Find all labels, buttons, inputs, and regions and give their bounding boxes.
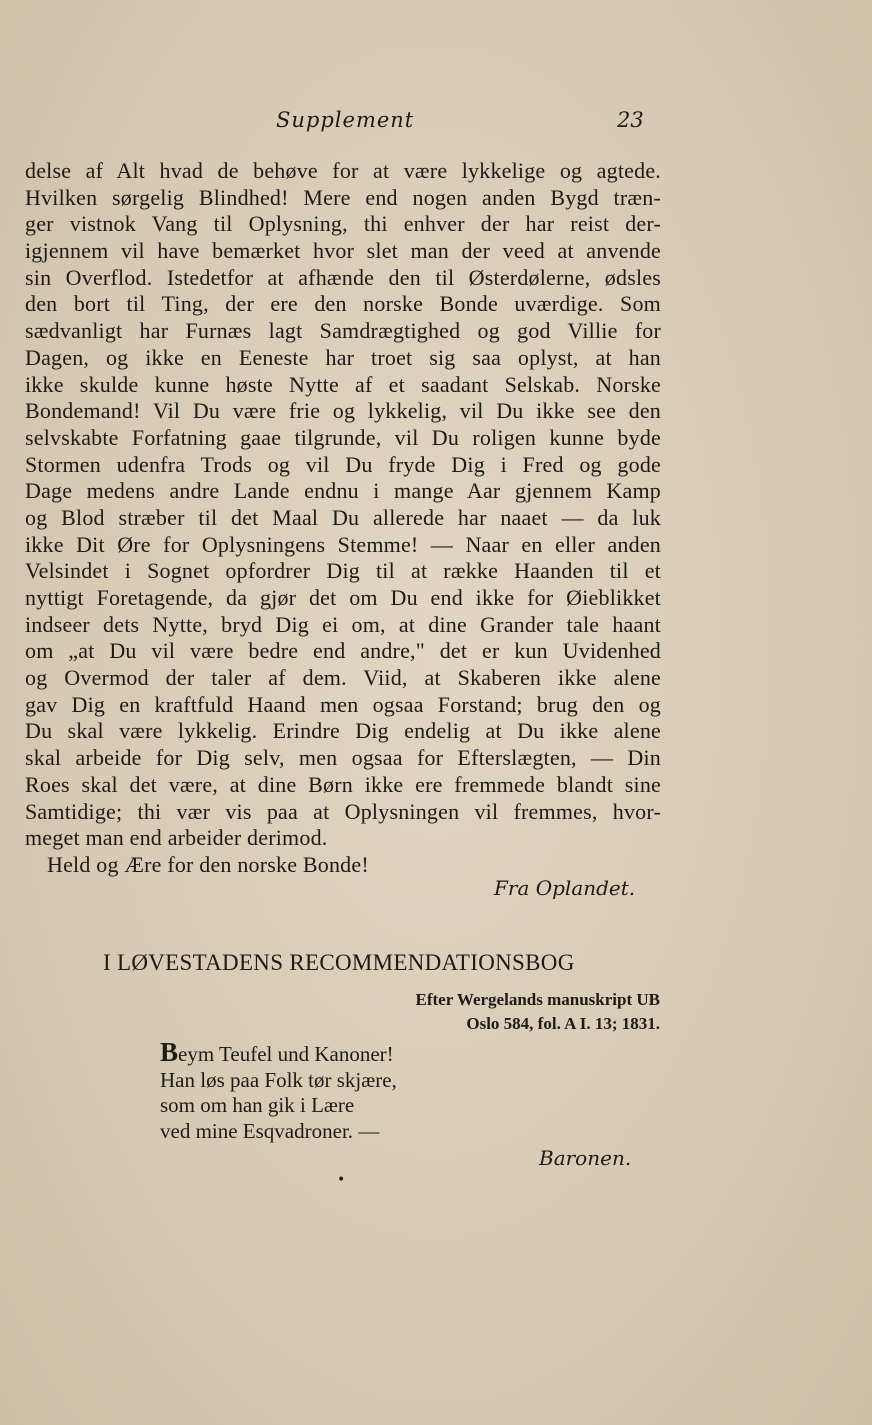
text-line: og Overmod der taler af dem. Viid, at Skaberen ikke alene [25,665,661,691]
text-line: Roes skal det være, at dine Børn ikke ere fremmede blandt sine [25,771,661,797]
text-line: gav Dig en kraftfuld Haand men ogsaa Forstand; brug den og [25,691,661,717]
text-line: sin Overflod. Istedetfor at afhænde den til Østerdølerne, ødsles [25,264,661,290]
body-text [25,158,661,879]
text-line: Bondemand! Vil Du være frie og lykkelig, vil Du ikke see den [25,398,661,424]
text-line: selvskabte Forfatning gaae tilgrunde, vil Du roligen kunne byde [25,424,661,450]
poem-line: som om han gik i Lære [160,1093,355,1117]
source-line: Oslo 584, fol. A I. 13; 1831. [466,1014,660,1033]
poem-line: ved mine Esqvadroner. — [160,1118,380,1143]
text-line: sædvanligt har Furnæs lagt Samdrægtighed og god Villie for [25,318,661,344]
poem-line-text: eym Teufel und Kanoner! [178,1042,394,1066]
ornament-bullet: • [337,1172,346,1188]
text-line: Stormen udenfra Trods og vil Du fryde Dig i Fred og gode [25,451,661,477]
text-line: Hvilken sørgelig Blindhed! Mere end nogen anden Bygd træn- [25,184,661,210]
text-line: meget man end arbeider derimod. [25,825,328,851]
text-line: Samtidige; thi vær vis paa at Oplysningen vil fremmes, hvor- [25,798,661,824]
poem-dropcap: B [160,1037,179,1067]
text-line: skal arbeide for Dig selv, men ogsaa for Efterslægten, — Din [25,745,661,771]
text-line: igjennem vil have bemærket hvor slet man der veed at anvende [25,238,661,264]
text-line: den bort til Ting, der ere den norske Bonde uværdige. Som [25,291,661,317]
source-note [330,988,660,1036]
text-line: Held og Ære for den norske Bonde! [47,851,369,877]
poem-signature: Baronen. [539,1146,632,1170]
text-line: ger vistnok Vang til Oplysning, thi enhver der har reist der- [25,211,661,237]
text-line: Velsindet i Sognet opfordrer Dig til at række Haanden til et [25,558,661,584]
source-line: Efter Wergelands manuskript UB [415,990,660,1009]
text-line: ikke Dit Øre for Oplysningens Stemme! — Naar en eller anden [25,531,661,557]
text-line: Dage medens andre Lande endnu i mange Aar gjennem Kamp [25,478,661,504]
text-line: Du skal være lykkelig. Erindre Dig endelig at Du ikke alene [25,718,661,744]
text-line: og Blod stræber til det Maal Du allerede har naaet — da luk [25,504,661,530]
poem-line [160,1037,397,1068]
article-signature: Fra Oplandet. [494,876,636,900]
text-line: ikke skulde kunne høste Nytte af et saadant Selskab. Norske [25,371,661,397]
text-line: delse af Alt hvad de behøve for at være lykkelige og agtede. [25,158,661,183]
text-line: Dagen, og ikke en Eeneste har troet sig saa oplyst, at han [25,344,661,370]
poem-line: Han løs paa Folk tør skjære, [160,1067,397,1092]
section-title: I LØVESTADENS RECOMMENDATIONSBOG [103,950,575,975]
page-number: 23 [617,108,644,132]
poem [160,1037,397,1144]
text-line: indseer dets Nytte, bryd Dig ei om, at dine Grander tale haant [25,611,661,637]
text-line: nyttigt Foretagende, da gjør det om Du end ikke for Øieblikket [25,585,661,610]
text-line: om „at Du vil være bedre end andre," det er kun Uvidenhed [25,638,661,664]
running-head: Supplement [276,108,415,132]
